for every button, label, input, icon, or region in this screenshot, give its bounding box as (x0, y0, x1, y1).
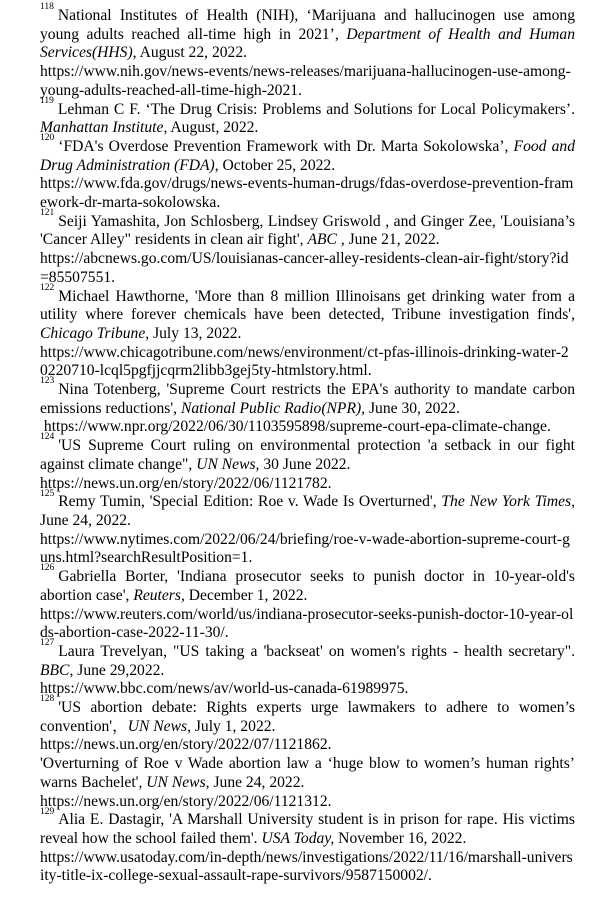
footnote-url (40, 175, 575, 212)
publication-name: The New York Times, (441, 493, 575, 511)
publication-name: ABC (307, 231, 337, 249)
footnote-number: 126 (40, 563, 55, 574)
footnote-url (40, 680, 575, 699)
footnote-number: 118 (40, 2, 54, 13)
citation-text: 'US Supreme Court ruling on environmental protection 'a setback in our fight against climate change", (40, 437, 575, 473)
publication-name: BBC (40, 661, 70, 679)
citation-text: , August, 2022. (163, 119, 259, 137)
footnote-citation (40, 755, 575, 792)
footnote-number: 119 (40, 95, 54, 106)
publication-name: Food and Drug Administration (FDA) (40, 137, 575, 174)
footnote-number: 128 (40, 694, 55, 705)
citation-text: , June 21, 2022. (336, 231, 440, 249)
citation-text: Laura Trevelyan, "US taking a 'backseat' on women's rights - health secretary". (58, 642, 575, 660)
footnote-url (40, 250, 575, 287)
footnote-citation (40, 563, 575, 605)
citation-text: , July 1, 2022. (187, 717, 276, 735)
url-text: https://news.un.org/en/story/2022/07/1121862. (40, 736, 332, 754)
footnote-citation (40, 208, 575, 250)
url-text: https://www.bbc.com/news/av/world-us-canada-61989975. (40, 680, 409, 698)
publication-name: UN News, (196, 455, 260, 473)
footnote-entry (40, 488, 575, 568)
footnote-entry (40, 376, 575, 437)
footnote-entry (40, 282, 575, 382)
citation-text: Alia E. Dastagir, 'A Marshall University student is in prison for rape. His victims reveal how the school failed them'. (40, 811, 575, 847)
citation-text: , June 24, 2022. (205, 773, 305, 791)
citation-text: Nina Totenberg, 'Supreme Court restricts the EPA's authority to mandate carbon emissions reductions', (40, 381, 575, 417)
footnote-number: 129 (40, 806, 55, 817)
url-text: https://www.nytimes.com/2022/06/24/briefing/roe-v-wade-abortion-supreme-court-guns.html?searchResultPosition=1. (40, 530, 570, 567)
footnote-citation (40, 488, 575, 530)
url-text: https://www.reuters.com/world/us/indiana-prosecutor-seeks-punish-doctor-10-year-olds-abortion-case-2022-11-30/. (40, 605, 574, 642)
publication-name: Reuters, (133, 586, 185, 604)
citation-text: December 1, 2022. (184, 586, 308, 604)
footnote-number: 123 (40, 376, 55, 387)
citation-text: National Institutes of Health (NIH), ‘Marijuana and hallucinogen use among young adults reached all-time high in 2021’, (40, 7, 575, 43)
footnote-entry (40, 806, 575, 886)
footnote-url (40, 344, 575, 381)
footnote-number: 125 (40, 488, 55, 499)
url-text: https://news.un.org/en/story/2022/06/1121782. (40, 474, 332, 492)
citation-text: 'US abortion debate: Rights experts urge lawmakers to adhere to women’s convention'， (40, 699, 575, 735)
footnote-citation (40, 638, 575, 680)
url-text: https://www.npr.org/2022/06/30/1103595898/supreme-court-epa-climate-change. (40, 418, 551, 436)
publication-name: Department of Health and Human Services(HHS) (40, 25, 575, 62)
footnote-citation (40, 95, 575, 138)
footnote-citation (40, 282, 575, 344)
url-text: https://abcnews.go.com/US/louisianas-cancer-alley-residents-clean-air-fight/story?id=85507551. (40, 250, 569, 286)
publication-name: UN News (146, 773, 206, 791)
footnote-url (40, 606, 575, 643)
citation-text: Gabriella Borter, 'Indiana prosecutor seeks to punish doctor in 10-year-old's abortion case', (40, 568, 575, 604)
url-text: https://www.nih.gov/news-events/news-releases/marijuana-hallucinogen-use-among-young-adults-reached-all-time-high-2021. (40, 63, 571, 99)
citation-text: Seiji Yamashita, Jon Schlosberg, Lindsey Griswold , and Ginger Zee, 'Louisiana’s 'Cancer Alley" residents in clean air fight', (40, 212, 575, 249)
citation-text: Remy Tumin, 'Special Edition: Roe v. Wade Is Overturned', (58, 493, 442, 511)
footnote-number: 120 (40, 133, 55, 144)
footnote-citation (40, 2, 575, 63)
footnote-citation (40, 806, 575, 848)
footnote-entry (40, 208, 575, 288)
footnote-url (40, 63, 575, 100)
footnote-number: 122 (40, 282, 55, 293)
citation-text: Michael Hawthorne, 'More than 8 million Illinoisans get drinking water from a utility where forever chemicals have been detected, Tribune investigation finds', (40, 287, 575, 324)
publication-name: Chicago Tribune (40, 324, 146, 342)
footnote-number: 121 (40, 208, 55, 219)
footnote-citation (40, 432, 575, 474)
publication-name: USA Today, (261, 829, 335, 847)
footnote-list (40, 2, 575, 886)
citation-text: , October 25, 2022. (214, 156, 336, 174)
footnote-entry (40, 2, 575, 101)
citation-text: ‘FDA's Overdose Prevention Framework with Dr. Marta Sokolowska’, (58, 137, 514, 155)
citation-text: Lehman C F. ‘The Drug Crisis: Problems and Solutions for Local Policymakers’. (57, 100, 575, 118)
footnote-citation (40, 694, 575, 736)
footnote-number: 124 (40, 432, 55, 443)
footnote-url (40, 475, 575, 494)
footnote-entry (40, 432, 575, 493)
citation-text: June 24, 2022. (40, 511, 131, 529)
footnote-citation (40, 376, 575, 418)
citation-text: 30 June 2022. (259, 455, 351, 473)
footnote-number: 127 (40, 638, 55, 649)
footnote-citation (40, 133, 575, 175)
footnote-url (40, 418, 575, 437)
url-text: https://www.usatoday.com/in-depth/news/investigations/2022/11/16/marshall-university-title-ix-college-sexual-assault-rape-survivors/9587150002/. (40, 848, 573, 885)
url-text: https://www.fda.gov/drugs/news-events-human-drugs/fdas-overdose-prevention-framework-dr-marta-sokolowska. (40, 175, 574, 212)
footnote-entry (40, 563, 575, 643)
citation-text: November 16, 2022. (334, 829, 467, 847)
footnote-entry (40, 133, 575, 213)
footnote-url (40, 793, 575, 812)
publication-name: National Public Radio(NPR), (180, 399, 366, 417)
citation-text: 'Overturning of Roe v Wade abortion law a ‘huge blow to women’s human rights’ warns Bachelet', (40, 755, 575, 791)
url-text: https://www.chicagotribune.com/news/environment/ct-pfas-illinois-drinking-water-20220710-lcql5pgfjjcqrm2libb3gej5ty-htmlstory.html. (40, 343, 569, 380)
footnote-entry (40, 95, 575, 138)
publication-name: Manhattan Institute (40, 119, 164, 137)
footnote-entry (40, 694, 575, 811)
citation-text: June 30, 2022. (365, 399, 460, 417)
footnote-url (40, 736, 575, 755)
footnote-url (40, 849, 575, 886)
publication-name: UN News (127, 717, 188, 735)
citation-text: , August 22, 2022. (132, 44, 248, 62)
citation-text: , July 13, 2022. (145, 324, 242, 342)
footnote-url (40, 531, 575, 568)
url-text: https://news.un.org/en/story/2022/06/1121312. (40, 792, 332, 810)
footnote-entry (40, 638, 575, 699)
citation-text: , June 29,2022. (69, 661, 165, 679)
